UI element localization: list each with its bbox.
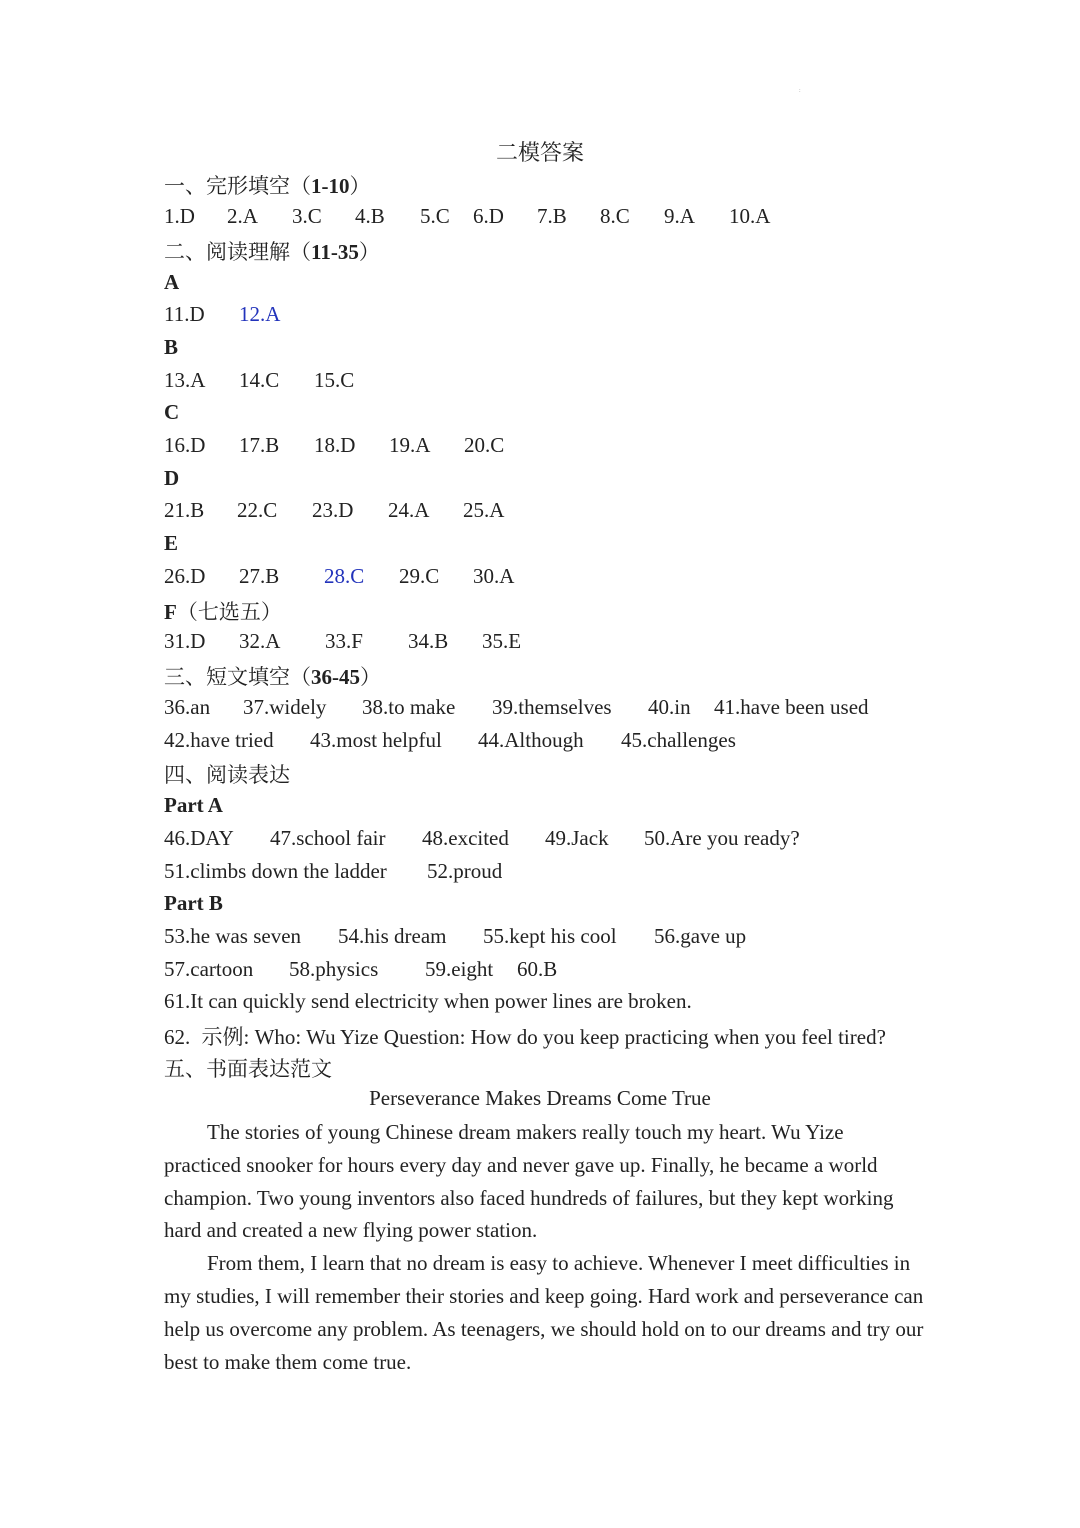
answer-32: 32.A bbox=[239, 629, 281, 653]
answer-11: 11.D bbox=[164, 302, 205, 326]
answer-52: 52.proud bbox=[427, 859, 503, 883]
answer-18: 18.D bbox=[314, 433, 356, 457]
section3-range: 36-45 bbox=[311, 665, 360, 689]
corner-mark: : bbox=[799, 88, 801, 94]
answer-17: 17.B bbox=[239, 433, 280, 457]
section5-heading: 五、书面表达范文 bbox=[164, 1057, 332, 1081]
answer-43: 43.most helpful bbox=[310, 728, 442, 752]
answer-59: 59.eight bbox=[425, 957, 494, 981]
answer-15: 15.C bbox=[314, 368, 355, 392]
partD-label: D bbox=[164, 466, 180, 490]
answer-33: 33.F bbox=[325, 629, 363, 653]
answer-22: 22.C bbox=[237, 498, 278, 522]
partF-note: （七选五） bbox=[176, 600, 282, 624]
answer-51: 51.climbs down the ladder bbox=[164, 859, 387, 883]
answer-5: 5.C bbox=[420, 204, 450, 228]
section3-label: 三、短文填空（ bbox=[164, 665, 311, 689]
answer-7: 7.B bbox=[537, 204, 567, 228]
answer-14: 14.C bbox=[239, 368, 280, 392]
answer-44: 44.Although bbox=[478, 728, 584, 752]
partF-label: F bbox=[164, 600, 177, 624]
section1-label: 一、完形填空（ bbox=[164, 174, 311, 198]
answer-34: 34.B bbox=[408, 629, 449, 653]
answer-27: 27.B bbox=[239, 564, 280, 588]
section4-partA-label: Part A bbox=[164, 793, 223, 817]
answer-19: 19.A bbox=[389, 433, 431, 457]
section2-label: 二、阅读理解（ bbox=[164, 240, 311, 264]
answer-62-example-label: 示例 bbox=[201, 1025, 244, 1049]
answer-62-number: 62. bbox=[164, 1025, 196, 1049]
answer-50: 50.Are you ready? bbox=[644, 826, 800, 850]
section2-heading bbox=[164, 236, 380, 266]
answer-21: 21.B bbox=[164, 498, 205, 522]
answer-56: 56.gave up bbox=[654, 924, 747, 948]
answer-39: 39.themselves bbox=[492, 695, 612, 719]
section2-range: 11-35 bbox=[311, 240, 359, 264]
answer-23: 23.D bbox=[312, 498, 354, 522]
answer-60: 60.B bbox=[517, 957, 558, 981]
answer-45: 45.challenges bbox=[621, 728, 736, 752]
section2-close: ） bbox=[358, 240, 380, 264]
answer-54: 54.his dream bbox=[338, 924, 447, 948]
answer-28: 28.C bbox=[324, 564, 365, 588]
answer-35: 35.E bbox=[482, 629, 522, 653]
answer-29: 29.C bbox=[399, 564, 440, 588]
answer-42: 42.have tried bbox=[164, 728, 274, 752]
answer-48: 48.excited bbox=[422, 826, 509, 850]
answer-6: 6.D bbox=[473, 204, 504, 228]
answer-25: 25.A bbox=[463, 498, 505, 522]
answer-10: 10.A bbox=[729, 204, 771, 228]
answer-24: 24.A bbox=[388, 498, 430, 522]
answer-26: 26.D bbox=[164, 564, 206, 588]
answer-58: 58.physics bbox=[289, 957, 379, 981]
partC-label: C bbox=[164, 400, 180, 424]
section1-heading bbox=[164, 170, 371, 200]
answer-9: 9.A bbox=[664, 204, 695, 228]
answer-8: 8.C bbox=[600, 204, 630, 228]
answer-3: 3.C bbox=[292, 204, 322, 228]
answer-20: 20.C bbox=[464, 433, 505, 457]
answer-36: 36.an bbox=[164, 695, 211, 719]
answer-2: 2.A bbox=[227, 204, 258, 228]
partE-label: E bbox=[164, 531, 179, 555]
section4-heading: 四、阅读表达 bbox=[164, 763, 290, 787]
essay-paragraph-1: The stories of young Chinese dream makers really touch my heart. Wu Yize practiced snooker for hours every day and never gave up. Finally, he became a world champion. Two young inventors also faced hundreds of failures, but they kept working hard and created a new flying power station. bbox=[164, 1120, 894, 1243]
answer-12: 12.A bbox=[239, 302, 281, 326]
answer-41: 41.have been used bbox=[714, 695, 869, 719]
answer-62-text: : Who: Wu Yize Question: How do you keep practicing when you feel tired? bbox=[243, 1025, 886, 1049]
answer-57: 57.cartoon bbox=[164, 957, 254, 981]
partB-label: B bbox=[164, 335, 179, 359]
answer-31: 31.D bbox=[164, 629, 206, 653]
essay-body bbox=[164, 1116, 924, 1378]
answer-61: 61.It can quickly send electricity when power lines are broken. bbox=[164, 989, 692, 1013]
answer-30: 30.A bbox=[473, 564, 515, 588]
partF-heading bbox=[164, 596, 282, 626]
answer-4: 4.B bbox=[355, 204, 385, 228]
essay-paragraph-2: From them, I learn that no dream is easy to achieve. Whenever I meet difficulties in my studies, I will remember their stories and keep going. Hard work and perseverance can help us overcome any problem. As teenagers, we should hold on to our dreams and try our best to make them come true. bbox=[164, 1251, 924, 1374]
answer-53: 53.he was seven bbox=[164, 924, 302, 948]
section1-close: ） bbox=[349, 174, 371, 198]
answer-62 bbox=[164, 1021, 886, 1051]
answer-49: 49.Jack bbox=[545, 826, 609, 850]
answer-38: 38.to make bbox=[362, 695, 456, 719]
section4-partB-label: Part B bbox=[164, 891, 223, 915]
page-title: 二模答案 bbox=[495, 140, 584, 165]
partA-label: A bbox=[164, 270, 180, 294]
answer-1: 1.D bbox=[164, 204, 195, 228]
section1-range: 1-10 bbox=[311, 174, 350, 198]
answer-47: 47.school fair bbox=[270, 826, 386, 850]
answer-13: 13.A bbox=[164, 368, 206, 392]
section3-close: ） bbox=[360, 665, 381, 689]
answer-55: 55.kept his cool bbox=[483, 924, 617, 948]
answer-37: 37.widely bbox=[243, 695, 327, 719]
answer-40: 40.in bbox=[648, 695, 691, 719]
section3-heading bbox=[164, 661, 381, 691]
answer-16: 16.D bbox=[164, 433, 206, 457]
answer-46: 46.DAY bbox=[164, 826, 234, 850]
essay-title: Perseverance Makes Dreams Come True bbox=[369, 1086, 711, 1110]
